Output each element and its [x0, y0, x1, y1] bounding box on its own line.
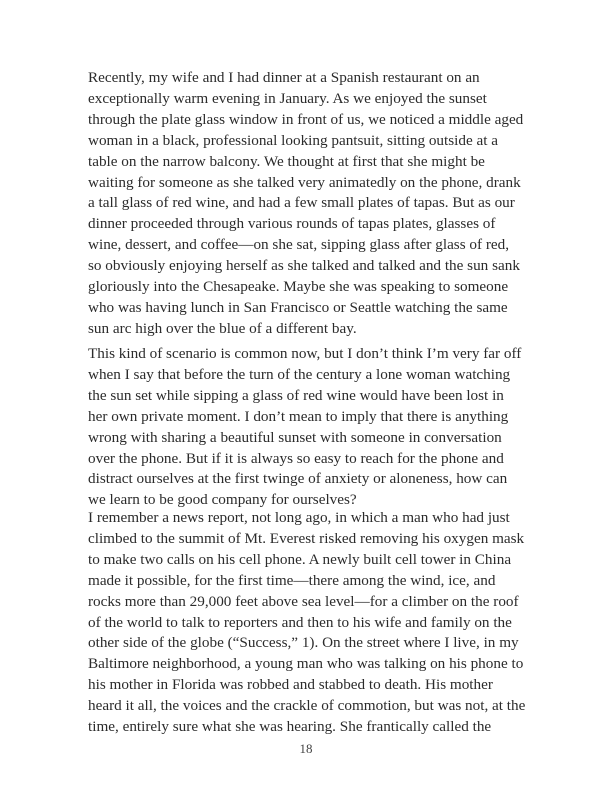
- text-line: through the plate glass window in front of us, we noticed a middle aged: [88, 110, 524, 128]
- page-number: 18: [299, 741, 313, 756]
- text-line: her own private moment. I don’t mean to imply that there is anything: [88, 407, 509, 425]
- text-line: This kind of scenario is common now, but I don’t think I’m very far off: [88, 345, 522, 362]
- text-line: wrong with sharing a beautiful sunset with someone in conversation: [88, 428, 502, 446]
- text-line: a tall glass of red wine, and had a few small plates of tapas. But as our: [88, 194, 515, 212]
- text-line: who was having lunch in San Francisco or Seattle watching the same: [88, 298, 508, 316]
- text-line: distract ourselves at the first twinge of anxiety or aloneness, how can: [88, 470, 508, 488]
- text-line: rocks more than 29,000 feet above sea level—for a climber on the roof: [88, 592, 519, 610]
- text-line: table on the narrow balcony. We thought at first that she might be: [88, 152, 485, 170]
- text-line: to make two calls on his cell phone. A newly built cell tower in China: [88, 550, 512, 568]
- text-line: waiting for someone as she talked very animatedly on the phone, drank: [88, 173, 521, 191]
- text-line: so obviously enjoying herself as she talked and talked and the sun sank: [88, 257, 520, 275]
- text-line: sun arc high over the blue of a different bay.: [88, 319, 357, 337]
- text-line: wine, dessert, and coffee—on she sat, sipping glass after glass of red,: [88, 236, 510, 254]
- paragraph: [88, 68, 528, 340]
- text-line: other side of the globe (“Success,” 1). On the street where I live, in my: [88, 634, 519, 652]
- text-line: gloriously into the Chesapeake. Maybe she was speaking to someone: [88, 278, 509, 296]
- text-line: Recently, my wife and I had dinner at a Spanish restaurant on an: [88, 69, 480, 86]
- text-line: time, entirely sure what she was hearing. She frantically called the: [88, 718, 492, 736]
- text-line: dinner proceeded through various rounds of tapas plates, glasses of: [88, 215, 496, 233]
- text-line: woman in a black, professional looking pantsuit, sitting outside at a: [88, 131, 498, 149]
- text-line: Baltimore neighborhood, a young man who was talking on his phone to: [88, 655, 524, 673]
- text-line: made it possible, for the first time—there among the wind, ice, and: [88, 571, 496, 589]
- text-line: his mother in Florida was robbed and stabbed to death. His mother: [88, 676, 493, 694]
- text-line: I remember a news report, not long ago, in which a man who had just: [88, 509, 510, 526]
- text-line: we learn to be good company for ourselves?: [88, 491, 357, 509]
- text-line: exceptionally warm evening in January. As we enjoyed the sunset: [88, 89, 487, 107]
- text-line: the sun set while sipping a glass of red wine would have been lost in: [88, 386, 504, 404]
- text-line: over the phone. But if it is always so easy to reach for the phone and: [88, 449, 504, 467]
- text-line: of the world to talk to reporters and then to his wife and family on the: [88, 613, 512, 631]
- text-line: when I say that before the turn of the century a lone woman watching: [88, 365, 511, 383]
- paragraph: [88, 508, 528, 738]
- text-line: climbed to the summit of Mt. Everest risked removing his oxygen mask: [88, 529, 525, 547]
- text-line: heard it all, the voices and the crackle of commotion, but was not, at the: [88, 697, 526, 715]
- paragraph: [88, 344, 528, 511]
